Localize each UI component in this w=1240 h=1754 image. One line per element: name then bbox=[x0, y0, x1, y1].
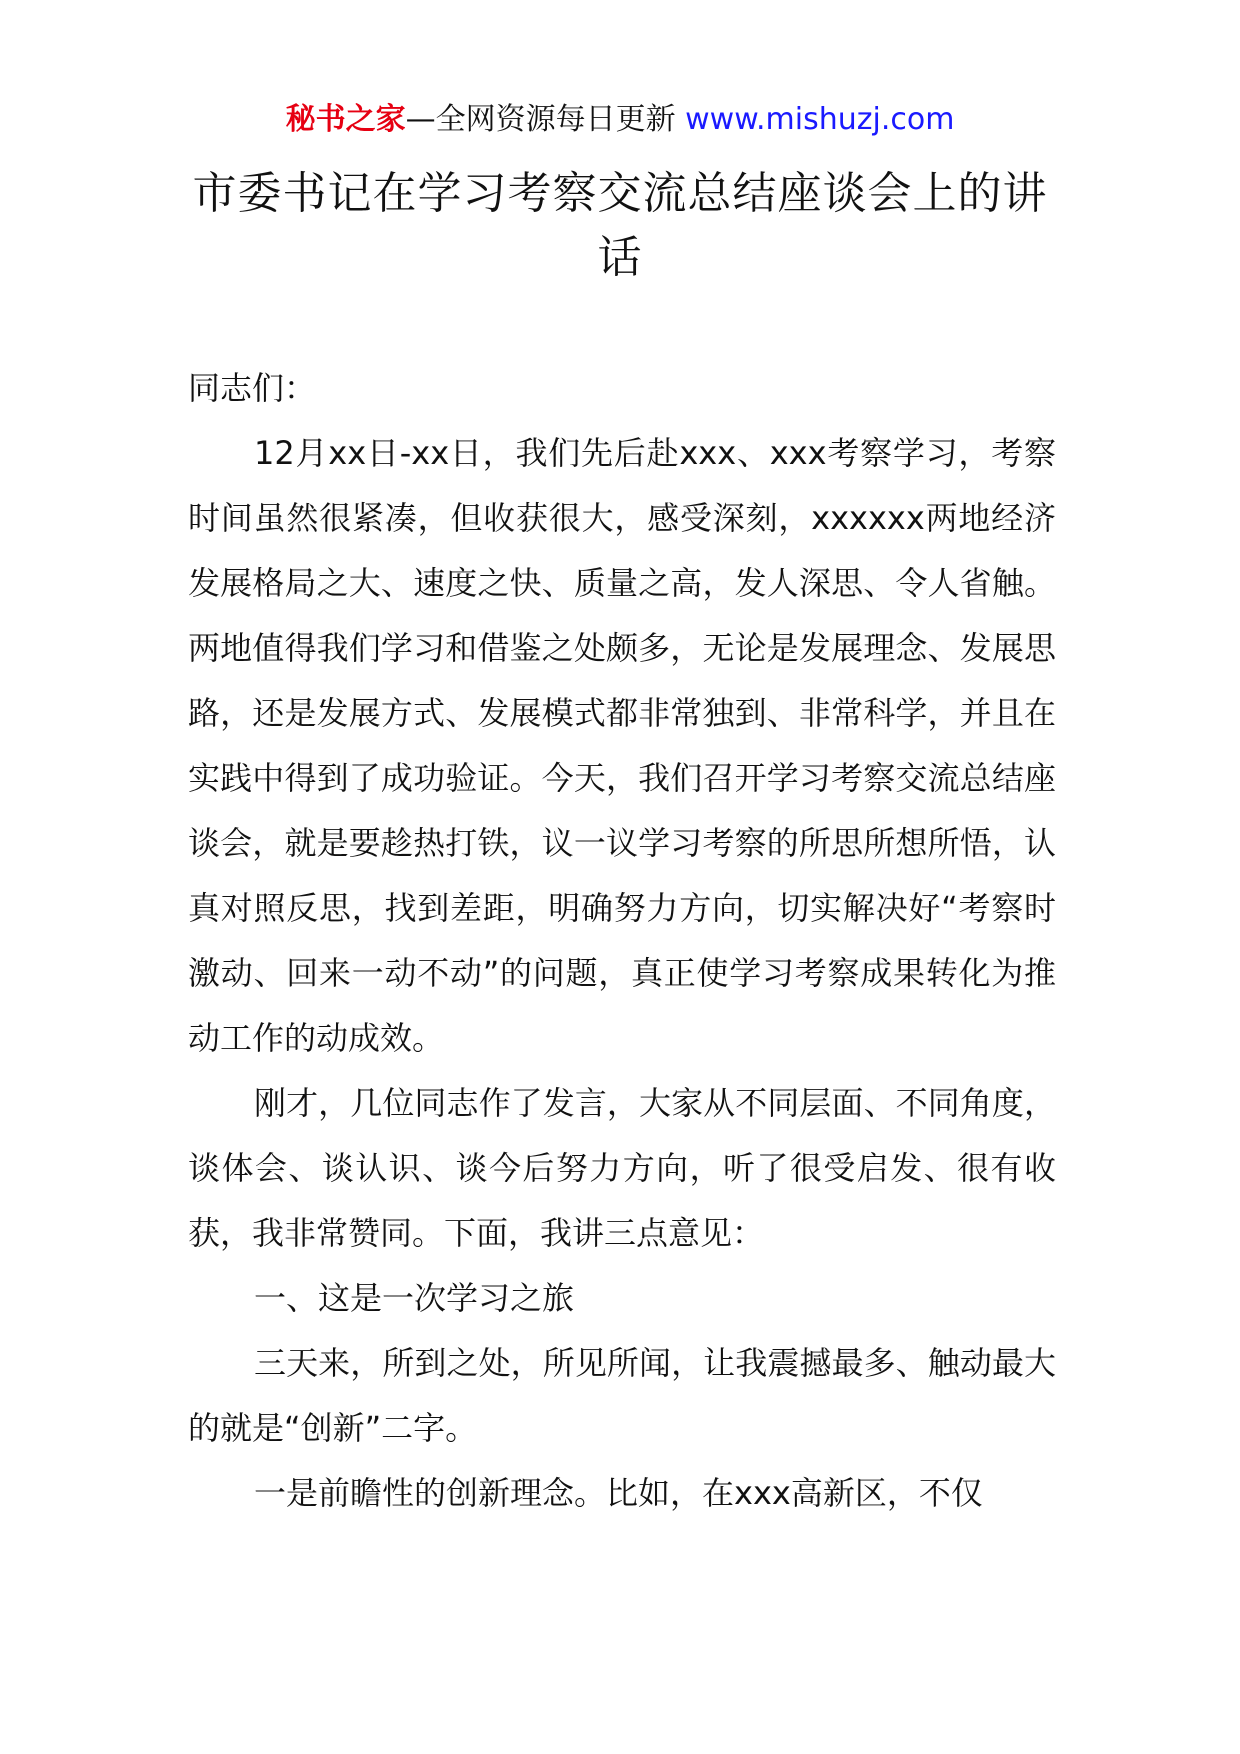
paragraph-innovation: 三天来，所到之处，所见所闻，让我震撼最多、触动最大的就是“创新”二字。 bbox=[188, 1344, 1056, 1447]
header-tagline: —全网资源每日更新 bbox=[405, 102, 676, 137]
document-title: 市委书记在学习考察交流总结座谈会上的讲话 bbox=[192, 168, 1048, 283]
paragraph-opinions: 刚才，几位同志作了发言，大家从不同层面、不同角度，谈体会、谈认识、谈今后努力方向，听了很受启发、很有收获，我非常赞同。下面，我讲三点意见： bbox=[188, 1084, 1056, 1252]
brand-name: 秘书之家 bbox=[285, 102, 406, 137]
paragraph-intro: 12月xx日-xx日，我们先后赴xxx、xxx考察学习，考察时间虽然很紧凑，但收获很大，感受深刻，xxxxxx两地经济发展格局之大、速度之快、质量之高，发人深思、令人省触。两地值得我们学习和借鉴之处颇多，无论是发展理念、发展思路，还是发展方式、发展模式都非常独到、非常科学，并且在实践中得到了成功验证。今天，我们召开学习考察交流总结座谈会，就是要趁热打铁，议一议学习考察的所思所想所悟，认真对照反思，找到差距，明确努力方向，切实解决好“考察时激动、回来一动不动”的问题，真正使学习考察成果转化为推动工作的动成效。 bbox=[188, 434, 1056, 1057]
document-body bbox=[188, 356, 1056, 1526]
paragraph-point-1: 一是前瞻性的创新理念。比如，在xxx高新区，不仅 bbox=[254, 1474, 983, 1512]
site-header bbox=[0, 100, 1240, 140]
salutation: 同志们： bbox=[188, 369, 317, 407]
website-link[interactable]: www.mishuzj.com bbox=[685, 102, 955, 137]
section-heading-1: 一、这是一次学习之旅 bbox=[254, 1279, 575, 1317]
